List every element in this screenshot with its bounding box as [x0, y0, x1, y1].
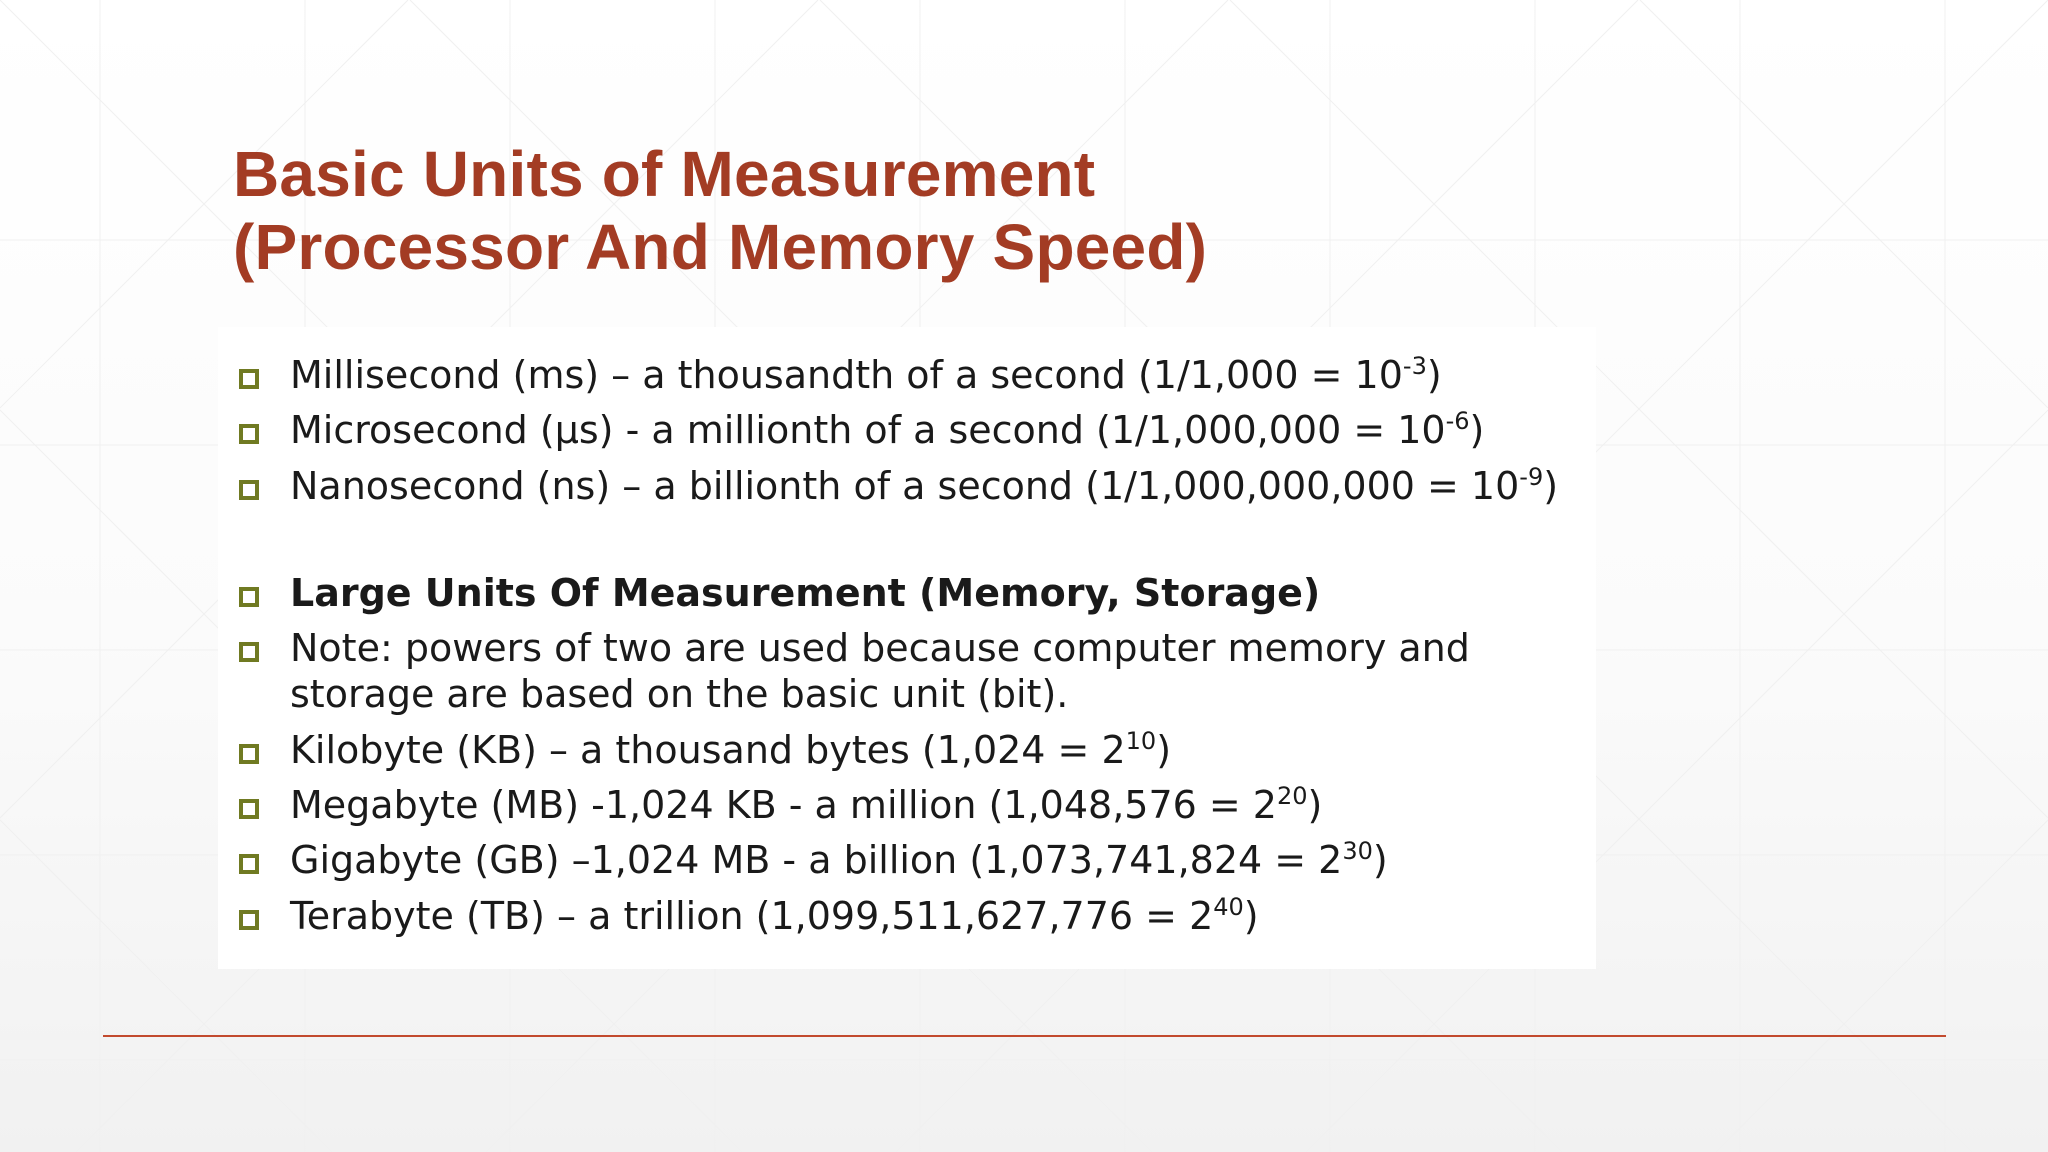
- title-line-2: (Processor And Memory Speed): [233, 211, 1208, 283]
- content-image-panel: [218, 327, 1596, 969]
- hollow-square-icon: [239, 744, 259, 764]
- list-item-text: Nanosecond (ns) – a billionth of a second $(1/1,000,000,000 = 10^{-9})$: [290, 463, 1559, 508]
- list-item-text: Terabyte (TB) – a trillion $(1,099,511,627,776 = 2^{40})$: [290, 893, 1259, 938]
- hollow-square-icon: [239, 910, 259, 930]
- list-item: [218, 620, 1578, 720]
- list-item: [218, 888, 1578, 938]
- list-item-text: Megabyte (MB) -1,024 KB - a million $(1,048,576 = 2^{20})$: [290, 782, 1323, 827]
- list-item-text: Note: powers of two are used because computer memory and storage are based on the basic unit (bit).: [290, 626, 1470, 716]
- footer-divider: [103, 1035, 1946, 1037]
- list-item: [218, 458, 1578, 508]
- slide-title: [233, 138, 1207, 284]
- hollow-square-icon: [239, 480, 259, 500]
- list-item-heading: [218, 565, 1578, 615]
- list-item-text: Kilobyte (KB) – a thousand bytes $(1,024 = 2^{10})$: [290, 727, 1172, 772]
- hollow-square-icon: [239, 642, 259, 662]
- hollow-square-icon: [239, 587, 259, 607]
- hollow-square-icon: [239, 424, 259, 444]
- list-item-text: Millisecond (ms) – a thousandth of a second $(1/1,000 = 10^{-3})$: [290, 352, 1442, 397]
- hollow-square-icon: [239, 854, 259, 874]
- hollow-square-icon: [239, 369, 259, 389]
- list-item-text: Gigabyte (GB) –1,024 MB - a billion $(1,073,741,824 = 2^{30})$: [290, 837, 1388, 882]
- list-item: [218, 402, 1578, 452]
- list-item: [218, 777, 1578, 827]
- list-item-text: Microsecond (μs) - a millionth of a second $(1/1,000,000 = 10^{-6})$: [290, 407, 1485, 452]
- hollow-square-icon: [239, 799, 259, 819]
- list-item-text: Large Units Of Measurement (Memory, Storage): [290, 571, 1321, 615]
- list-item: [218, 347, 1578, 397]
- list-item: [218, 722, 1578, 772]
- title-line-1: Basic Units of Measurement: [233, 138, 1096, 210]
- list-item: [218, 832, 1578, 882]
